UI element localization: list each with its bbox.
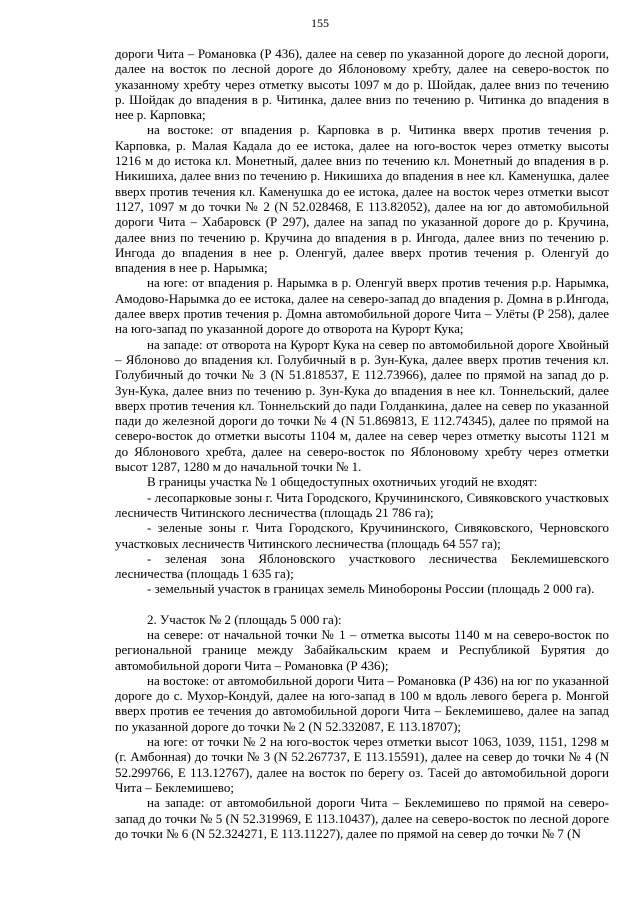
list-item: - зеленая зона Яблоновского участкового лесничества Беклемишевского лесничества (площадь 1 635 га); bbox=[115, 550, 609, 582]
paragraph-exclusions-intro: В границы участка № 1 общедоступных охотничьих угодий не входят: bbox=[147, 474, 538, 490]
paragraph-west-boundary: на западе: от отворота на Курорт Кука на север по автомобильной дороге Хвойный – Яблоново до впадения кл. Голубичный в р. Зун-Кука, далее вверх против течения кл. Голубичный до точки № 3 (N 51.818537, E 112.73966), далее по прямой на запад до р. Зун-Кука, далее вниз по течению р. Зун-Кука до впадения в нее кл. Тоннельский, далее вверх против течения кл. Тоннельский до пади Голданкина, далее на север по указанной пади до железной дороги до точки № 4 (N 51.869813, E 112.74345), далее по прямой на северо-восток до отметки высоты 1104 м, далее на север через отметку высоты 1121 м до Яблонового хребта, далее на северо-восток по Яблоновому хребту через отметки высот 1287, 1280 м до начальной точки № 1. bbox=[115, 336, 609, 475]
paragraph-south-boundary-2: на юге: от точки № 2 на юго-восток через отметки высот 1063, 1039, 1151, 1298 м (г. Амбонная) до точки № 3 (N 52.267737, E 113.15591), далее на север до точки № 4 (N 52.299766, E 113.12767), далее на восток по берегу оз. Тасей до автомобильной дороги Чита – Беклемишево; bbox=[115, 734, 609, 795]
section-heading: 2. Участок № 2 (площадь 5 000 га): bbox=[147, 611, 342, 627]
list-item: - лесопарковые зоны г. Чита Городского, Кручининского, Сивяковского участковых лесничеств Читинского лесничества (площадь 21 786 га); bbox=[115, 489, 609, 520]
paragraph-east-boundary-2: на востоке: от автомобильной дороги Чита – Романовка (Р 436) на юг по указанной дороге до с. Мухор-Кондуй, далее на юго-запад в 100 м вдоль левого берега р. Монгой вверх против ее течения до автомобильной дороги Чита – Беклемишево, далее на запад по указанной дороге до точки № 2 (N 52.332087, E 113.18707); bbox=[115, 672, 609, 734]
list-item: - земельный участок в границах земель Минобороны России (площадь 2 000 га). bbox=[147, 581, 595, 597]
paragraph-north-boundary-2: на севере: от начальной точки № 1 – отметка высоты 1140 м на северо-восток по региональной границе между Забайкальским краем и Республикой Бурятия до автомобильной дороги Чита – Романовка (Р 436); bbox=[115, 626, 609, 673]
list-item: - зеленые зоны г. Чита Городского, Кручининского, Сивяковского, Черновского участковых лесничеств Читинского лесничества (площадь 64 557 га); bbox=[115, 520, 609, 551]
paragraph-continuation: дороги Чита – Романовка (Р 436), далее на север по указанной дороге до лесной дороги, далее на восток по лесной дороге до Яблоновому хребту, далее на северо-восток по указанному хребту через отметку высоты 1097 м до р. Шойдак, далее вниз по течению р. Шойдак до впадения в р. Читинка, далее вниз по течению р. Читинка до впадения в нее р. Карповка; bbox=[115, 46, 609, 123]
page-number: 155 bbox=[311, 16, 329, 30]
paragraph-gap bbox=[115, 597, 609, 612]
document-body bbox=[115, 46, 609, 841]
paragraph-south-boundary: на юге: от впадения р. Нарымка в р. Оленгуй вверх против течения р.р. Нарымка, Амодово-Нарымка до ее истока, далее на северо-запад до впадения р. Домна в р.Ингода, далее вверх против течения р. Домна автомобильной дороге Чита – Улёты (Р 258), далее на юго-запад по указанной дороге до отворота на Курорт Кука; bbox=[115, 275, 609, 337]
paragraph-east-boundary: на востоке: от впадения р. Карповка в р. Читинка вверх против течения р. Карповка, р. Малая Кадала до ее истока, далее на юго-восток через отметку высоты 1216 м до истока кл. Монетный, далее вниз по течению кл. Монетный до впадения в р. Никишиха, далее вниз по течению р. Никишиха до впадения в нее кл. Каменушка, далее вверх против течения кл. Каменушка до ее истока, далее на восток через отметки высот 1127, 1097 м до точки № 2 (N 52.028468, E 113.82052), далее на юг до автомобильной дороги Чита – Хабаровск (Р 297), далее на запад по указанной дороге до р. Кручина, далее вниз по течению р. Кручина до впадения в р. Ингода, далее вниз по течению р. Ингода до впадения в нее р. Оленгуй, далее вверх против течения р. Оленгуй до впадения в нее р. Нарымка; bbox=[115, 122, 609, 276]
paragraph-west-boundary-2: на западе: от автомобильной дороги Чита – Беклемишево по прямой на северо-запад до точки № 5 (N 52.319969, E 113.10437), далее на северо-восток по лесной дороге до точки № 6 (N 52.324271, E 113.11227), далее по прямой на север до точки № 7 (N bbox=[115, 795, 609, 841]
